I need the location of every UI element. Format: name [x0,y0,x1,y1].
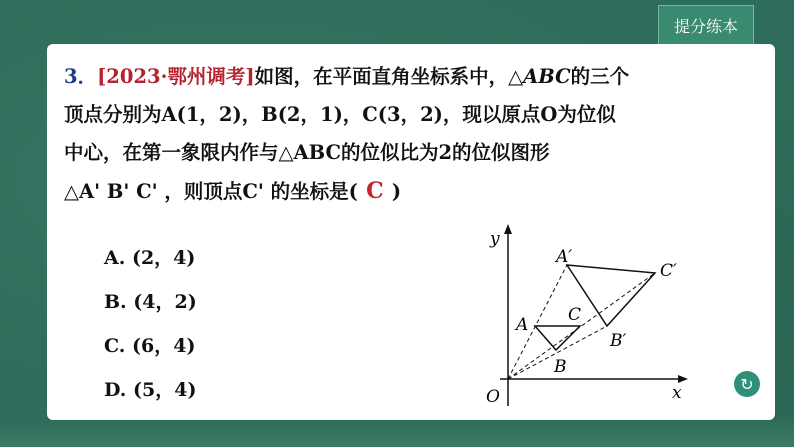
x-axis-arrow [678,375,688,383]
bottom-strip [0,420,794,447]
point-c1-label: C′ [660,261,677,281]
option-b[interactable]: B. (4，2) [104,291,197,313]
y-axis-label: y [490,229,500,249]
question-line1-text: 如图，在平面直角坐标系中，△ [254,65,524,88]
option-a[interactable]: A. (2，4) [104,247,196,269]
practice-badge[interactable] [658,5,754,45]
point-a-label: A [516,315,529,335]
question-line4-text: △A' B' C' ，则顶点C' 的坐标是( [64,180,358,203]
question-line-4 [64,172,664,211]
question-line-3: 中心，在第一象限内作与△ABC的位似比为2的位似图形 [64,141,550,164]
triangle-name: ABC [523,65,571,88]
point-b-label: B [554,357,567,377]
homothety-figure [470,222,710,412]
point-b1-label: B′ [610,331,627,351]
option-d[interactable]: D. (5，4) [104,379,197,401]
point-c-label: C [568,305,582,325]
question-line1-tail: 的三个 [570,65,630,88]
option-c[interactable]: C. (6，4) [104,335,196,357]
origin-label: O [486,387,500,407]
question-source: [2023·鄂州调考] [97,65,255,88]
question-line-1 [64,58,664,96]
badge-label: 提分练本 [673,16,738,36]
question-line-2: 顶点分别为A(1，2)，B(2，1)，C(3，2)，现以原点O为位似 [64,103,616,126]
question-line4-close: ) [391,180,402,203]
question-number: 3． [64,65,98,88]
answer-choice: C [366,178,384,204]
y-axis-arrow [504,224,512,234]
question-text [64,58,664,211]
ray-oc [508,273,655,379]
x-axis-label: x [672,383,682,403]
point-a1-label: A′ [556,247,573,267]
triangle-abc [535,326,580,350]
return-icon[interactable]: ↻ [734,371,760,397]
